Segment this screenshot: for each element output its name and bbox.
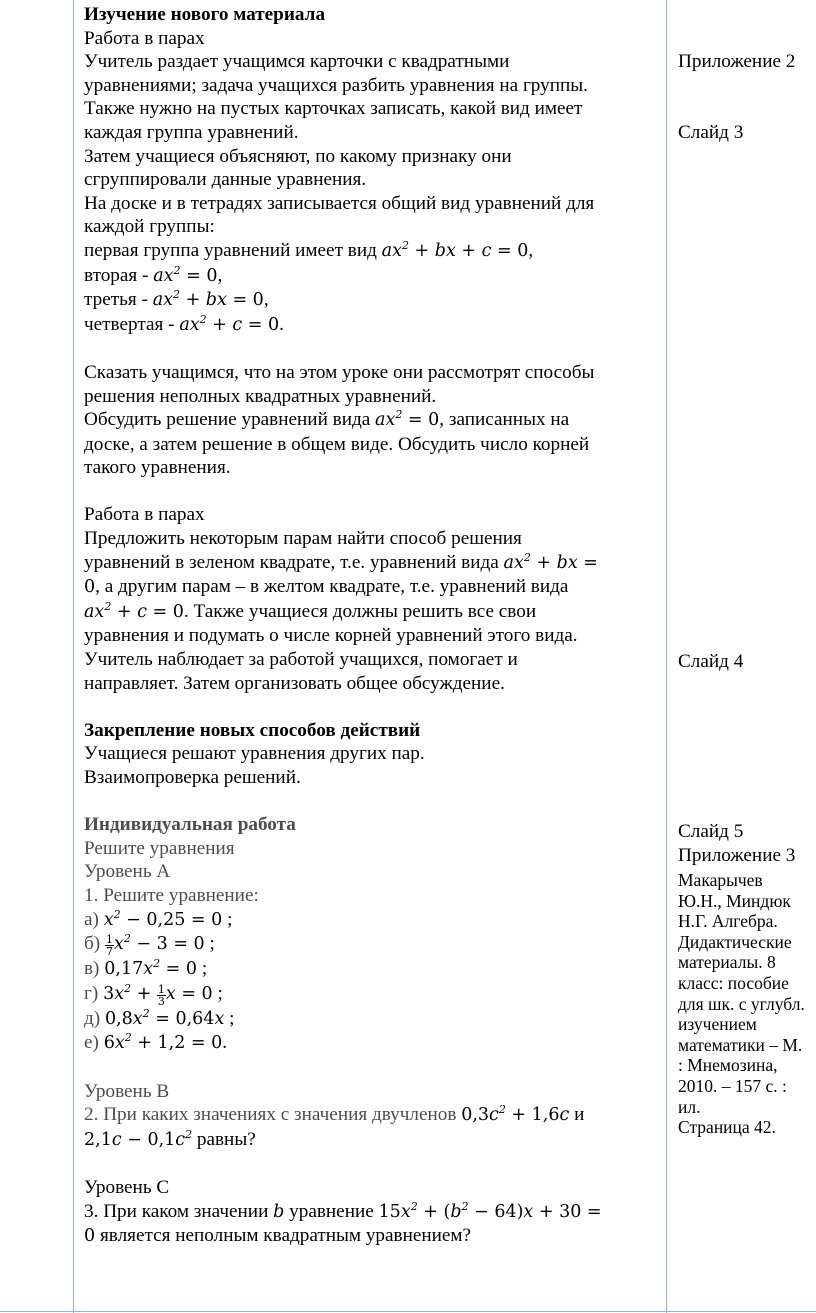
- para1-line: каждая группа уравнений.: [84, 121, 299, 143]
- para3-line: На доске и в тетрадях записывается общий вид уравнений для: [84, 192, 595, 214]
- reference-line: для шк. с углубл.: [678, 993, 805, 1014]
- equation-item: а) $x^2 - 0,25 = 0$ ;: [84, 907, 233, 930]
- para3-line: каждой группы:: [84, 216, 215, 238]
- reference-line: Н.Г. Алгебра.: [678, 911, 778, 932]
- para5-line: доске, а затем решение в общем виде. Обсудить число корней: [84, 433, 590, 455]
- task2-line: $2,1c - 0,1c^2$ равны?: [84, 1127, 256, 1150]
- level-a-label: Уровень А: [84, 861, 171, 883]
- para4-line: Сказать учащимся, что на этом уроке они рассмотрят способы: [84, 361, 595, 383]
- reference-line: изучением: [678, 1014, 757, 1035]
- side-slide-3: Слайд 3: [678, 122, 744, 143]
- reference-line: класс: пособие: [678, 972, 789, 993]
- heading-new-material: Изучение нового материала: [84, 4, 326, 25]
- reference-line: ил.: [678, 1096, 701, 1117]
- main-column: [84, 3, 664, 1249]
- para6-line: Учитель наблюдает за работой учащихся, помогает и: [84, 649, 518, 671]
- group1-line: первая группа уравнений имеет вид $ax^2$ + bx + c = 0,: [84, 238, 534, 261]
- reference-line: Макарычев: [678, 870, 763, 890]
- heading-individual-work: Индивидуальная работа: [84, 814, 296, 836]
- equation-item: б) $\frac{1}{7}$ $x^2 - 3 = 0$ ;: [84, 932, 215, 959]
- table-border-left: [73, 0, 74, 1313]
- side-slide-4: Слайд 4: [678, 651, 744, 672]
- solve-label: Решите уравнения: [84, 837, 235, 859]
- reference-line: Страница 42.: [678, 1117, 776, 1138]
- para1-line: Также нужно на пустых карточках записать, какой вид имеет: [84, 98, 583, 120]
- reference-line: : Мнемозина,: [678, 1055, 778, 1076]
- level-c-label: Уровень С: [84, 1176, 170, 1198]
- para1-line: Учитель раздает учащимся карточки с квадратными: [84, 51, 510, 73]
- reference-line: 2010. – 157 с. :: [678, 1075, 787, 1096]
- individual-work-section: [84, 813, 664, 907]
- task3-line: 0 является неполным квадратным уравнением?: [84, 1225, 472, 1247]
- para6-line: направляет. Затем организовать общее обсуждение.: [84, 672, 505, 694]
- group2-line: вторая - $ax^2 = 0$,: [84, 263, 223, 286]
- side-reference: [678, 870, 816, 1138]
- discuss-line: Обсудить решение уравнений вида $ax^2 = 0$, записанных на: [84, 408, 570, 431]
- para6-line: уравнений в зеленом квадрате, т.е. уравнений вида $ax^2$ + bx =: [84, 550, 598, 573]
- table-border-bottom: [0, 1311, 816, 1312]
- table-border-middle: [666, 0, 667, 1313]
- para4-line: решения неполных квадратных уравнений.: [84, 385, 437, 407]
- reference-line: математики – М.: [678, 1034, 803, 1055]
- para6-line: уравнения и подумать о числе корней уравнений этого вида.: [84, 625, 578, 647]
- para7-line: Взаимопроверка решений.: [84, 767, 301, 788]
- level-b-label: Уровень В: [84, 1080, 170, 1102]
- heading-consolidation: Закрепление новых способов действий: [84, 719, 421, 741]
- task3-line: 3. При каком значении b уравнение $15x^2 + (b^2 - 64)x + 30$ =: [84, 1199, 602, 1222]
- group3-line: третья - $ax^2$ + bx = 0,: [84, 288, 269, 311]
- equation-item: д) $0,8x^2 = 0,64x$ ;: [84, 1006, 235, 1029]
- para5-line: такого уравнения.: [84, 457, 231, 479]
- para6-line: Предложить некоторым парам найти способ решения: [84, 528, 522, 550]
- para7-line: Учащиеся решают уравнения других пар.: [84, 743, 425, 765]
- reference-line: Ю.Н., Миндюк: [678, 890, 791, 911]
- para6-line: $ax^2 + c = 0$. Также учащиеся должны решить все свои: [84, 599, 537, 622]
- pair-work-label: Работа в парах: [84, 27, 205, 49]
- reference-line: материалы. 8: [678, 952, 776, 973]
- para1-line: уравнениями; задача учащихся разбить уравнения на группы.: [84, 74, 588, 96]
- side-appendix-3: Приложение 3: [678, 845, 796, 866]
- equation-item: г) $3x^2$ + $\frac{1}{3}$ x = 0 ;: [84, 981, 223, 1008]
- group4-line: четвертая - $ax^2 + c = 0$.: [84, 312, 284, 335]
- para2-line: сгруппировали данные уравнения.: [84, 169, 367, 191]
- reference-line: Дидактические: [678, 931, 792, 952]
- equation-item: в) $0,17x^2 = 0$ ;: [84, 957, 208, 980]
- para6-line: 0, а другим парам – в желтом квадрате, т.е. уравнений вида: [84, 576, 569, 598]
- pair-work-label: Работа в парах: [84, 504, 205, 526]
- equation-item: е) $6x^2 + 1,2 = 0$.: [84, 1031, 228, 1054]
- side-appendix-2: Приложение 2: [678, 51, 796, 72]
- task1-label: 1. Решите уравнение:: [84, 884, 259, 906]
- side-slide-5: Слайд 5: [678, 821, 744, 842]
- para2-line: Затем учащиеся объясняют, по какому признаку они: [84, 145, 512, 167]
- task2-line: 2. При каких значениях с значения двучленов $0,3c^2 + 1,6c$ и: [84, 1103, 585, 1126]
